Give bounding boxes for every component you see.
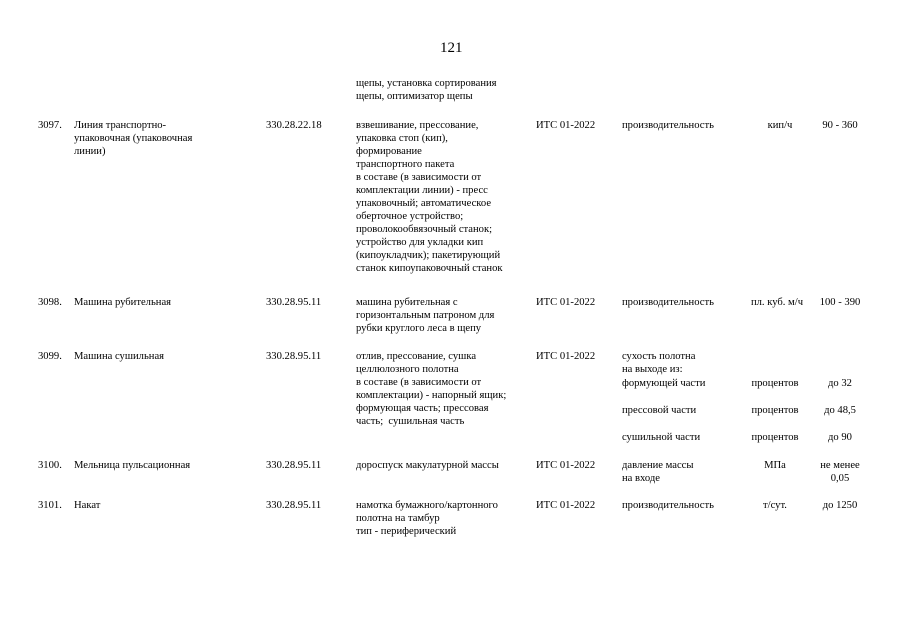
row-its: ИТС 01-2022 <box>536 120 596 131</box>
row-name: Машина рубительная <box>74 297 172 308</box>
row-description: дороспуск макулатурной массы <box>356 460 499 471</box>
row-description: намотка бумажного/картонного <box>356 500 498 511</box>
continuation-line: щепы, оптимизатор щепы <box>356 91 473 102</box>
row-description: проволокообвязочный станок; <box>356 224 493 235</box>
row-description: упаковочный; автоматическое <box>356 198 492 209</box>
row-description: горизонтальным патроном для <box>356 310 495 321</box>
row-description: машина рубительная с <box>356 297 458 308</box>
row-description: часть; сушильная часть <box>356 416 465 427</box>
row-name: Линия транспортно- <box>74 120 167 131</box>
row-number: 3097. <box>38 120 62 131</box>
row-code: 330.28.95.11 <box>266 460 322 471</box>
row-description: полотна на тамбур <box>356 513 440 524</box>
row-value: 0,05 <box>830 473 850 484</box>
continuation-line: щепы, установка сортирования <box>356 78 497 89</box>
row-description: целлюлозного полотна <box>356 364 459 375</box>
row-description: комплектации) - напорный ящик; <box>356 390 507 401</box>
row-unit: т/сут. <box>763 500 787 511</box>
row-description: в составе (в зависимости от <box>356 377 482 388</box>
subparam-unit: процентов <box>751 405 799 416</box>
row-number: 3100. <box>38 460 62 471</box>
row-name: линии) <box>74 146 106 157</box>
row-parameter: производительность <box>622 120 714 131</box>
row-code: 330.28.95.11 <box>266 297 322 308</box>
row-description: взвешивание, прессование, <box>356 120 479 131</box>
row-description: комплектации линии) - пресс <box>356 185 488 196</box>
row-name: упаковочная (упаковочная <box>74 133 193 144</box>
row-parameter: сухость полотна <box>622 351 696 362</box>
subparam-unit: процентов <box>751 378 799 389</box>
subparam-label: сушильной части <box>622 432 701 443</box>
subparam-unit: процентов <box>751 432 799 443</box>
row-parameter: на выходе из: <box>622 364 683 375</box>
subparam-value: до 48,5 <box>824 405 856 416</box>
row-code: 330.28.22.18 <box>266 120 322 131</box>
row-description: в составе (в зависимости от <box>356 172 482 183</box>
row-value: 90 - 360 <box>822 120 858 131</box>
page-number: 121 <box>440 40 463 56</box>
row-parameter: производительность <box>622 500 714 511</box>
row-description: тип - периферический <box>356 526 457 537</box>
row-name: Мельница пульсационная <box>74 460 191 471</box>
row-description: оберточное устройство; <box>356 211 464 222</box>
row-parameter: на входе <box>622 473 660 484</box>
row-unit: кип/ч <box>767 120 793 131</box>
row-description: формирование <box>356 146 422 157</box>
row-value: до 1250 <box>822 500 858 511</box>
row-unit: пл. куб. м/ч <box>750 297 804 308</box>
row-description: устройство для укладки кип <box>356 237 484 248</box>
row-its: ИТС 01-2022 <box>536 351 596 362</box>
row-name: Накат <box>74 500 101 511</box>
row-parameter: производительность <box>622 297 714 308</box>
subparam-label: формующей части <box>622 378 706 389</box>
row-parameter: давление массы <box>622 460 694 471</box>
row-its: ИТС 01-2022 <box>536 500 596 511</box>
row-its: ИТС 01-2022 <box>536 460 596 471</box>
subparam-label: прессовой части <box>622 405 697 416</box>
row-description: упаковка стоп (кип), <box>356 133 448 144</box>
row-description: рубки круглого леса в щепу <box>356 323 482 334</box>
row-number: 3101. <box>38 500 62 511</box>
row-value: не менее <box>820 460 860 471</box>
row-description: отлив, прессование, сушка <box>356 351 477 362</box>
row-description: транспортного пакета <box>356 159 455 170</box>
row-value: 100 - 390 <box>819 297 861 308</box>
row-description: формующая часть; прессовая <box>356 403 489 414</box>
row-its: ИТС 01-2022 <box>536 297 596 308</box>
subparam-value: до 32 <box>828 378 852 389</box>
row-description: станок кипоупаковочный станок <box>356 263 503 274</box>
row-code: 330.28.95.11 <box>266 351 322 362</box>
subparam-value: до 90 <box>828 432 852 443</box>
row-code: 330.28.95.11 <box>266 500 322 511</box>
row-name: Машина сушильная <box>74 351 165 362</box>
row-unit: МПа <box>764 460 786 471</box>
row-description: (кипоукладчик); пакетирующий <box>356 250 501 261</box>
row-number: 3098. <box>38 297 62 308</box>
row-number: 3099. <box>38 351 62 362</box>
